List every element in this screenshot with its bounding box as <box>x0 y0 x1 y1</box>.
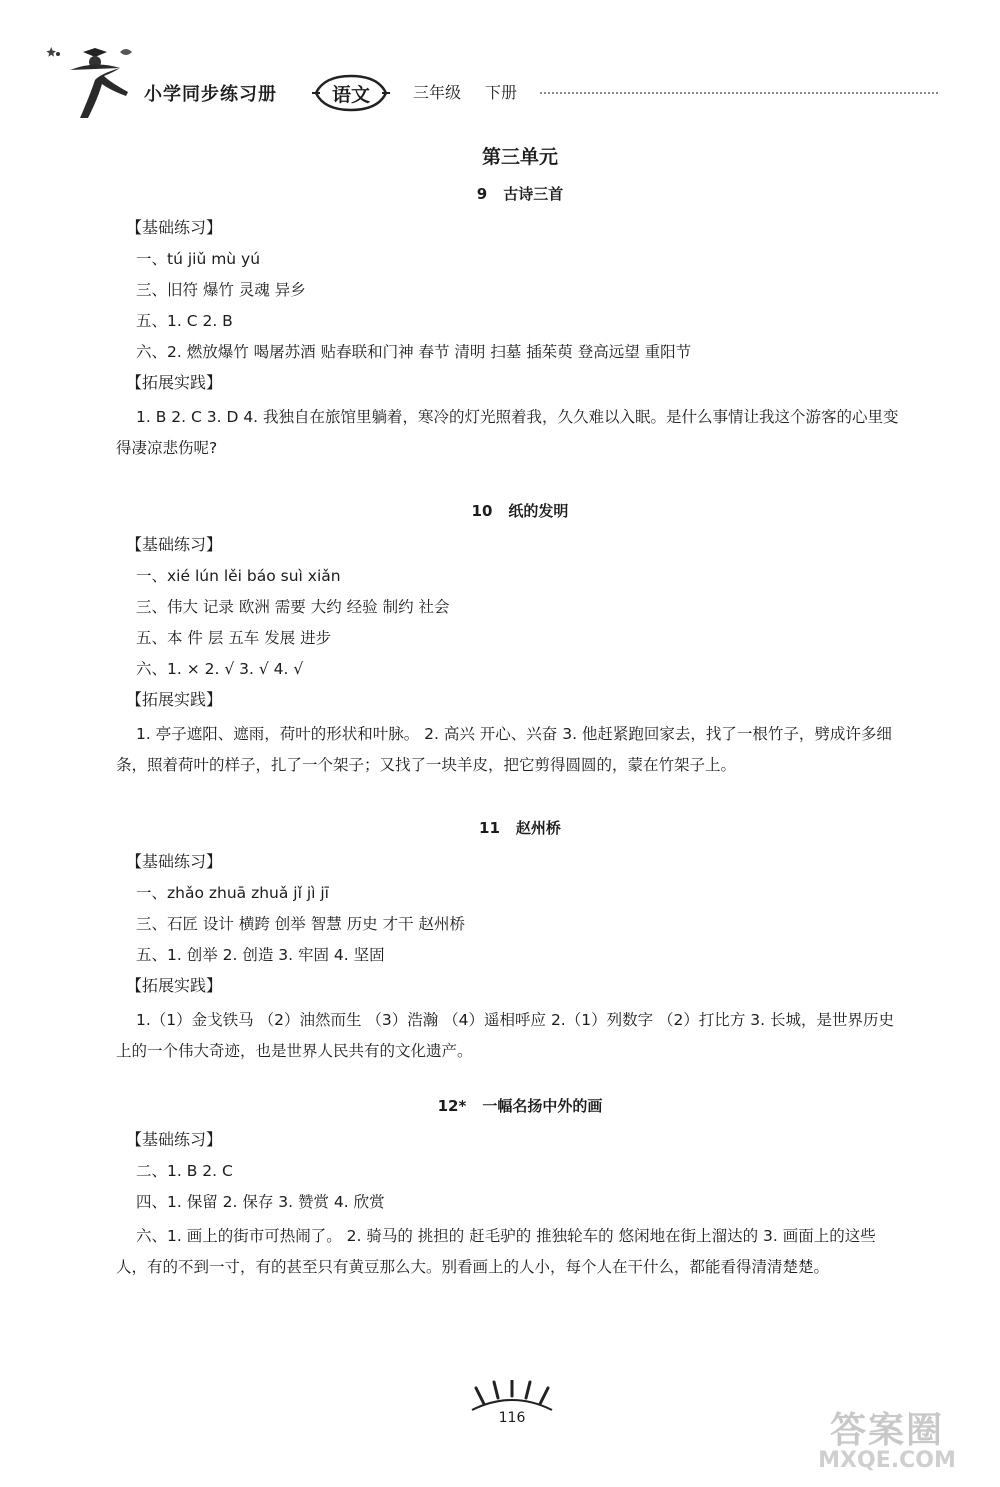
answer-line: 四、1. 保留 2. 保存 3. 赞赏 4. 欣赏 <box>136 1193 385 1211</box>
site-watermark <box>792 1402 982 1482</box>
section-label: 【基础练习】 <box>126 218 223 237</box>
section-label: 【拓展实践】 <box>126 373 223 392</box>
lesson-number: 10 <box>471 502 493 520</box>
answer-line: 三、旧符 爆竹 灵魂 异乡 <box>136 281 306 299</box>
lesson-number: 11 <box>479 819 500 837</box>
watermark-url: MXQE.COM <box>818 1448 956 1473</box>
lesson-name: 纸的发明 <box>508 502 569 520</box>
section-label: 【基础练习】 <box>126 1130 223 1149</box>
page-number: 116 <box>498 1410 526 1426</box>
answer-line: 三、石匠 设计 横跨 创举 智慧 历史 才干 赵州桥 <box>136 915 465 933</box>
answer-paragraph: 六、1. 画上的街市可热闹了。 2. 骑马的 挑担的 赶毛驴的 推独轮车的 悠闲地在街上溜达的 3. 画面上的这些人，有的不到一寸，有的甚至只有黄豆那么大。别看画上的人小，每个人在干什么，都能看得清清楚楚。 <box>116 1227 876 1276</box>
lesson-title <box>116 817 902 838</box>
grade-label: 三年级 <box>413 83 462 102</box>
answer-paragraph: 1.（1）金戈铁马 （2）油然而生 （3）浩瀚 （4）遥相呼应 2.（1）列数字 （2）打比方 3. 长城，是世界历史上的一个伟大奇迹，也是世界人民共有的文化遗产。 <box>116 1011 895 1060</box>
page-header <box>40 40 910 130</box>
answer-line: 六、1. × 2. √ 3. √ 4. √ <box>136 660 304 678</box>
answer-line: 一、xié lún lěi báo suì xiǎn <box>136 567 341 585</box>
section-label: 【基础练习】 <box>126 852 223 871</box>
unit-title: 第三单元 <box>481 146 558 168</box>
lesson-number: 12* <box>437 1097 467 1115</box>
lesson-title <box>116 183 902 204</box>
answer-content <box>116 142 902 1283</box>
term-label: 下册 <box>485 83 518 102</box>
section-label: 【拓展实践】 <box>126 690 223 709</box>
subject-label: 语文 <box>331 84 370 106</box>
answer-line: 六、2. 燃放爆竹 喝屠苏酒 贴春联和门神 春节 清明 扫墓 插茱萸 登高远望 重阳节 <box>136 343 692 361</box>
lesson-name: 赵州桥 <box>515 819 561 837</box>
lesson-number: 9 <box>476 185 488 203</box>
lesson-title <box>116 1095 902 1116</box>
header-dotted-rule <box>540 92 938 94</box>
brand-title: 小学同步练习册 <box>144 84 277 105</box>
answer-line: 一、tú jiǔ mù yú <box>136 250 261 268</box>
lesson-title <box>116 500 902 521</box>
section-label: 【拓展实践】 <box>126 976 223 995</box>
watermark-title: 答案圈 <box>829 1410 944 1451</box>
answer-line: 五、1. 创举 2. 创造 3. 牢固 4. 坚固 <box>136 946 385 964</box>
answer-line: 五、本 件 层 五车 发展 进步 <box>136 629 332 647</box>
page-footer <box>462 1380 572 1440</box>
answer-line: 一、zhǎo zhuā zhuǎ jǐ jì jī <box>136 884 329 902</box>
answer-line: 二、1. B 2. C <box>136 1162 233 1180</box>
answer-line: 五、1. C 2. B <box>136 312 233 330</box>
answer-line: 三、伟大 记录 欧洲 需要 大约 经验 制约 社会 <box>136 598 450 616</box>
subject-badge <box>310 70 392 116</box>
student-mascot-icon <box>40 40 150 130</box>
answer-paragraph: 1. 亭子遮阳、遮雨，荷叶的形状和叶脉。 2. 高兴 开心、兴奋 3. 他赶紧跑回家去，找了一根竹子，劈成许多细条，照着荷叶的样子，扎了一个架子；又找了一块羊皮，把它剪得圆圆的，蒙在竹架子上。 <box>116 725 892 774</box>
lesson-name: 一幅名扬中外的画 <box>482 1097 603 1115</box>
answer-paragraph: 1. B 2. C 3. D 4. 我独自在旅馆里躺着，寒冷的灯光照着我，久久难以入眠。是什么事情让我这个游客的心里变得凄凉悲伤呢? <box>116 408 899 457</box>
section-label: 【基础练习】 <box>126 535 223 554</box>
lesson-name: 古诗三首 <box>503 185 564 203</box>
